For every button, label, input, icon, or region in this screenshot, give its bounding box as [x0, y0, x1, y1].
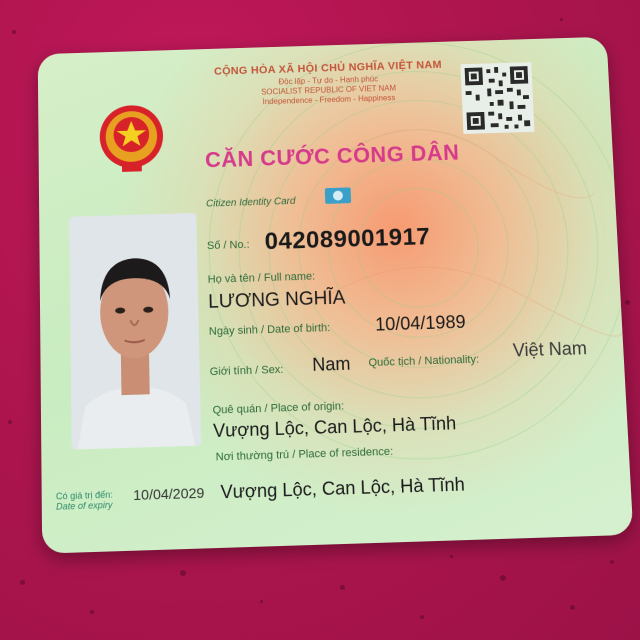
card-header — [185, 58, 472, 108]
id-card — [38, 37, 634, 554]
country-name-en: SOCIALIST REPUBLIC OF VIET NAM — [261, 83, 397, 97]
expiry-label — [56, 489, 113, 511]
residence-label: Nơi thường trú / Place of residence: — [215, 445, 394, 464]
nationality-value: Việt Nam — [512, 338, 588, 361]
card-subtitle: Citizen Identity Card — [205, 195, 296, 210]
expiry-label-vi: Có giá trị đến: — [55, 489, 113, 502]
full-name: LƯƠNG NGHĨA — [207, 287, 346, 313]
sex-value: Nam — [311, 353, 351, 375]
place-of-origin: Vượng Lộc, Can Lộc, Hà Tĩnh — [212, 413, 457, 442]
dob-label: Ngày sinh / Date of birth: — [208, 322, 331, 338]
portrait-photo — [69, 213, 201, 450]
place-of-residence: Vượng Lộc, Can Lộc, Hà Tĩnh — [220, 474, 466, 503]
nationality-label: Quốc tịch / Nationality: — [368, 353, 480, 370]
name-label: Họ và tên / Full name: — [207, 270, 316, 286]
vietnam-flag-icon — [325, 187, 351, 204]
national-emblem — [95, 98, 167, 176]
origin-label: Quê quán / Place of origin: — [212, 400, 345, 417]
expiry-date: 10/04/2029 — [133, 484, 205, 504]
id-number: 042089001917 — [264, 223, 431, 256]
motto-vi: Độc lập - Tự do - Hạnh phúc — [278, 74, 379, 87]
motto-en: Independence - Freedom - Happiness — [262, 93, 396, 107]
date-of-birth: 10/04/1989 — [374, 311, 466, 335]
card-title: CĂN CƯỚC CÔNG DÂN — [204, 139, 460, 173]
number-label: Số / No.: — [206, 238, 250, 253]
country-name-vi: CỘNG HÒA XÃ HỘI CHỦ NGHĨA VIỆT NAM — [213, 59, 443, 78]
expiry-label-en: Date of expiry — [55, 499, 113, 512]
qr-code — [461, 62, 535, 134]
sex-label: Giới tính / Sex: — [209, 363, 284, 379]
